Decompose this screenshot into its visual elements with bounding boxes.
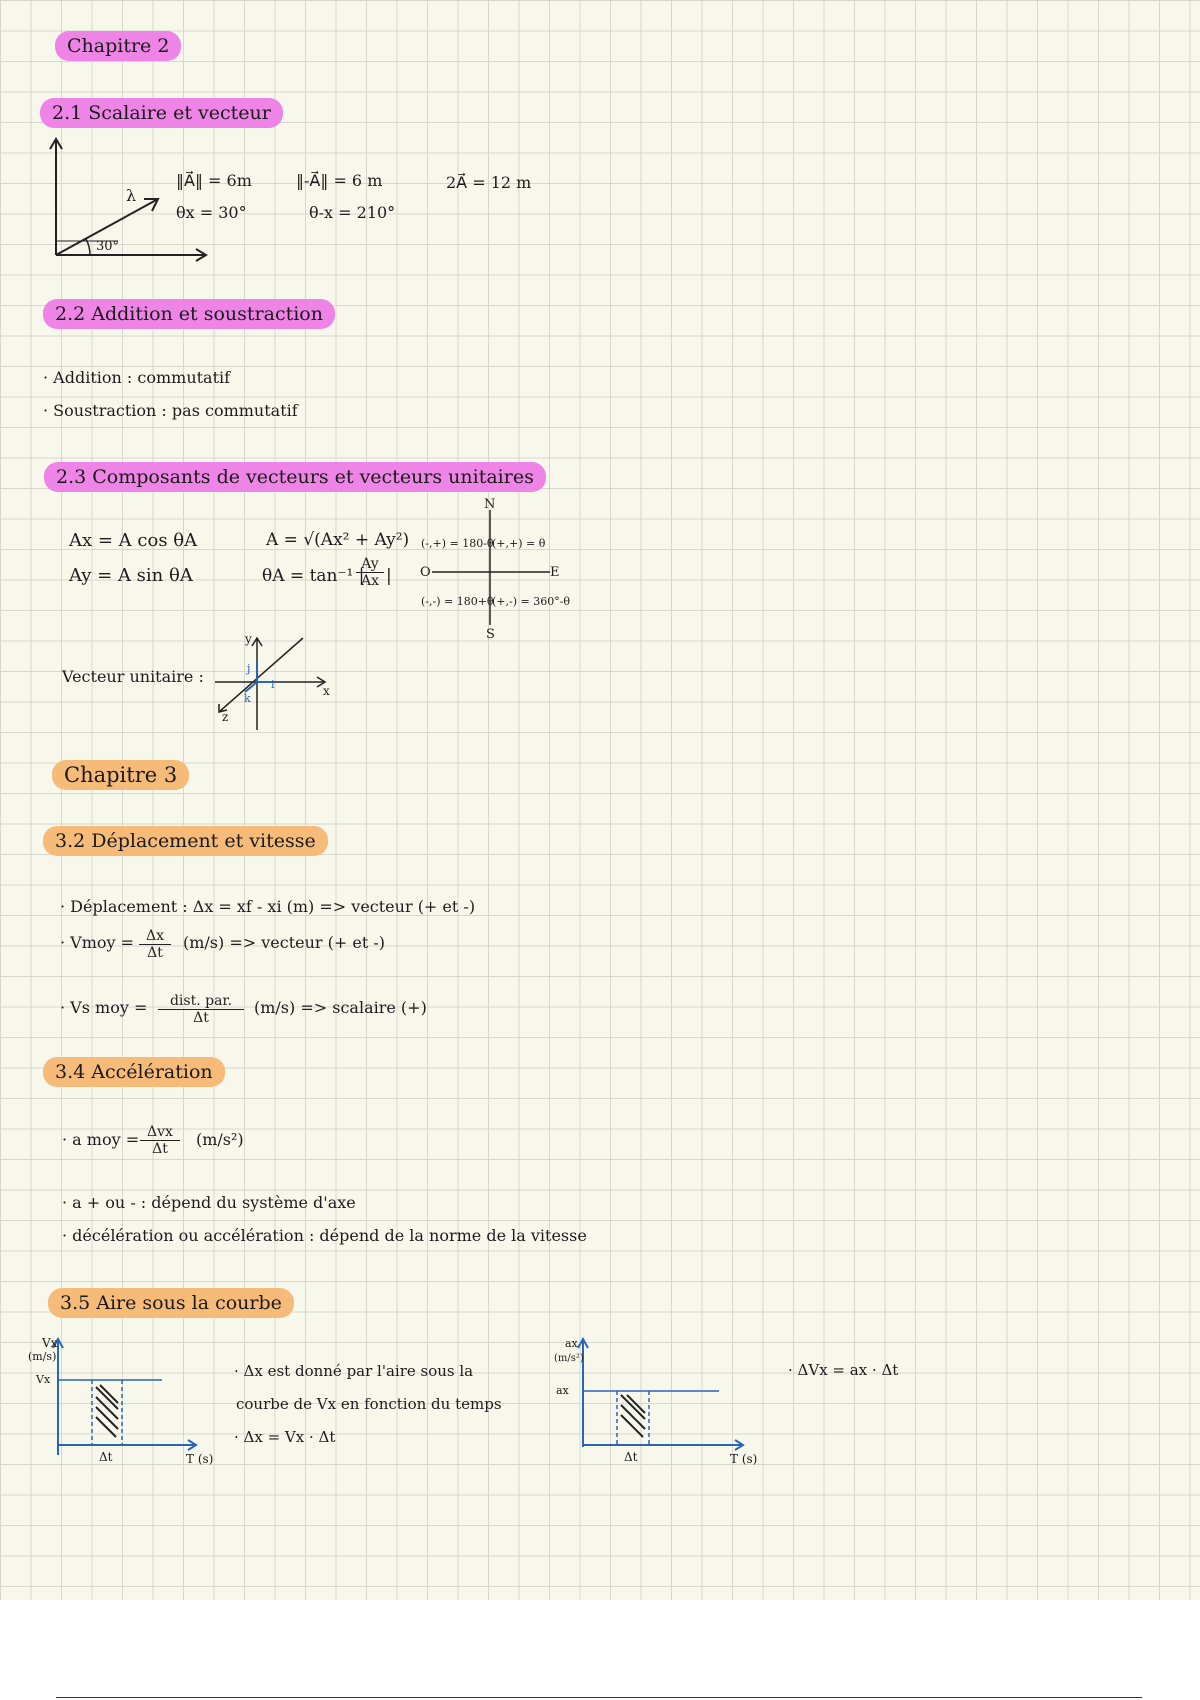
vector-label: λ: [126, 186, 137, 205]
unit-axis-y: y: [245, 632, 252, 646]
area-text-1: · Δx est donné par l'aire sous la: [234, 1362, 474, 1380]
vector-angle-diagram: [40, 135, 260, 265]
theta-denominator: Ax: [360, 573, 379, 589]
eq-vmoy-fraction: [139, 928, 171, 961]
section-3-4-heading: 3.4 Accélération: [43, 1057, 225, 1087]
graph1-level-label: Vx: [36, 1373, 51, 1386]
eq-ay: Ay = A sin θA: [69, 565, 193, 586]
unit-k: k: [244, 692, 251, 705]
graph1-dt-label: Δt: [99, 1450, 113, 1464]
page-bottom-margin: [0, 1600, 1200, 1700]
unit-axis-x: x: [323, 684, 330, 698]
compass-q1: (+,+) = θ: [492, 537, 546, 550]
compass-e: E: [550, 565, 560, 580]
amoy-denominator: Δt: [152, 1141, 168, 1157]
compass-n: N: [484, 497, 496, 512]
section-2-1-heading: 2.1 Scalaire et vecteur: [40, 98, 283, 128]
eq-theta-minus-x: θ-x = 210°: [309, 203, 396, 222]
area-text-2: courbe de Vx en fonction du temps: [236, 1395, 502, 1413]
vsmoy-denominator: Δt: [193, 1010, 209, 1026]
chapter-2-title: Chapitre 2: [55, 31, 181, 61]
graph2-ylabel-2: (m/s²): [554, 1353, 584, 1364]
eq-vsmoy-suffix: (m/s) => scalaire (+): [254, 998, 427, 1017]
eq-vsmoy-prefix: · Vs moy =: [60, 998, 148, 1017]
graph2-level-label: ax: [556, 1384, 569, 1397]
eq-theta-fraction: [356, 556, 384, 589]
eq-ax: Ax = A cos θA: [69, 530, 198, 551]
bullet-soustraction: · Soustraction : pas commutatif: [43, 401, 298, 420]
eq-amoy-fraction: [140, 1124, 180, 1157]
eq-amoy-prefix: · a moy =: [62, 1130, 140, 1149]
graph2-dt-label: Δt: [624, 1450, 638, 1464]
eq-norm-a: ‖A⃗‖ = 6m: [176, 171, 252, 190]
vmoy-denominator: Δt: [147, 945, 163, 961]
compass-s: S: [486, 627, 495, 642]
eq-deplacement: · Déplacement : Δx = xf - xi (m) => vecteur (+ et -): [60, 897, 476, 916]
bullet-deceleration: · décélération ou accélération : dépend de la norme de la vitesse: [62, 1226, 587, 1245]
section-3-5-heading: 3.5 Aire sous la courbe: [48, 1288, 294, 1318]
unit-axis-z: z: [222, 710, 229, 724]
eq-theta-suffix: |: [386, 566, 392, 586]
compass-diagram: [420, 500, 600, 630]
unit-vector-label: Vecteur unitaire :: [62, 667, 204, 686]
compass-o: O: [420, 565, 431, 580]
vsmoy-numerator: dist. par.: [158, 993, 244, 1010]
angle-label: 30°: [96, 239, 120, 254]
compass-q3: (-,-) = 180+θ: [421, 595, 494, 608]
eq-vmoy-suffix: (m/s) => vecteur (+ et -): [183, 933, 386, 952]
vmoy-numerator: Δx: [139, 928, 171, 945]
acceleration-time-graph: [565, 1335, 765, 1460]
graph1-xlabel: T (s): [186, 1452, 214, 1466]
eq-theta-x: θx = 30°: [176, 203, 247, 222]
graph1-ylabel-2: (m/s): [28, 1350, 57, 1363]
area-text-3: · Δx = Vx · Δt: [234, 1428, 336, 1446]
bottom-rule: [56, 1697, 1142, 1698]
section-3-2-heading: 3.2 Déplacement et vitesse: [43, 826, 328, 856]
section-2-3-heading: 2.3 Composants de vecteurs et vecteurs unitaires: [44, 462, 546, 492]
bullet-addition: · Addition : commutatif: [43, 368, 231, 387]
compass-q2: (-,+) = 180-θ: [421, 537, 494, 550]
graph1-ylabel-1: Vx: [42, 1336, 58, 1350]
eq-magnitude: A = √(Ax² + Ay²): [266, 530, 410, 550]
unit-i: i: [271, 678, 275, 691]
velocity-time-graph: [40, 1335, 230, 1460]
eq-vsmoy-fraction: [158, 993, 244, 1026]
theta-numerator: Ay: [356, 556, 384, 573]
unit-j: j: [247, 662, 251, 675]
eq-amoy-suffix: (m/s²): [196, 1130, 244, 1149]
eq-vmoy-prefix: · Vmoy =: [60, 933, 135, 952]
section-2-2-heading: 2.2 Addition et soustraction: [43, 299, 335, 329]
eq-2a: 2A⃗ = 12 m: [446, 173, 532, 192]
area-text-4: · ΔVx = ax · Δt: [788, 1361, 899, 1379]
amoy-numerator: Δvx: [140, 1124, 180, 1141]
eq-theta-prefix: θA = tan⁻¹ |: [262, 566, 365, 586]
compass-q4: (+,-) = 360°-θ: [492, 595, 571, 608]
bullet-a-sign: · a + ou - : dépend du système d'axe: [62, 1193, 356, 1212]
eq-norm-minus-a: ‖-A⃗‖ = 6 m: [296, 171, 383, 190]
graph2-ylabel-1: ax: [565, 1337, 578, 1350]
chapter-3-title: Chapitre 3: [52, 760, 189, 790]
graph2-xlabel: T (s): [730, 1452, 758, 1466]
